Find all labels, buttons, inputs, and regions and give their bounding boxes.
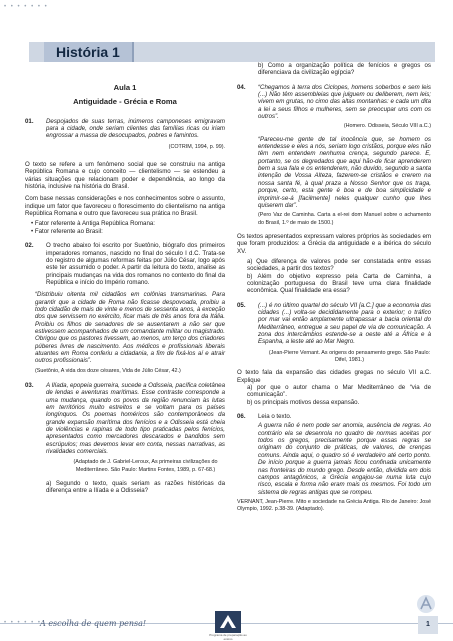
question-item-b: b) Além do objetivo expresso pela Carta de Caminha, a colonização portuguesa do Brasil teve uma clara finalidade econômica. Qual finalidade era essa? [247, 272, 431, 295]
quote-source: (Pero Vaz de Caminha. Carta a el-rei dom Manuel sobre o achamento do Brasil, 1.º de maio de 1500.) [258, 212, 431, 226]
bullet-list [25, 220, 225, 235]
question-number: 03. [25, 382, 34, 389]
question-item-a: a) por que o autor chama o Mar Mediterrâneo de “via de comunicação”. [247, 384, 431, 399]
question-number: 02. [25, 242, 34, 250]
question-quote: “Chegamos à terra dos Ciclopes, homens soberbos e sem leis (...) Não têm assembleias que julguem ou deliberem, nem leis; vivem em grutas, no cimo das altas montanhas: e cada um dita a lei a seus filhos e mulheres, sem se preocupar uns com os outros”. [258, 83, 431, 121]
question-item-b: b) os principais motivos dessa expansão. [247, 398, 360, 406]
quote-source: (COTRIM, 1994, p. 99). [168, 143, 225, 150]
question-06 [237, 413, 431, 496]
logo-icon [215, 611, 241, 633]
question-02 [25, 242, 225, 286]
question-quote: (...) é no último quartel do século VII [a.C.] que a economia das cidades (...) volta-se decididamente para o exterior; o tráfico por mar vai então amplamente ultrapassar a bacia oriental do Mediterrâneo, entregue a seu papel de via de comunicação. A zona dos intercâmbios estende-se a oeste até a África e à Espanha, a leste até ao Mar Negro. [258, 301, 431, 346]
question-01 [25, 118, 225, 151]
quote-source: VERNANT, Jean-Pierre. Mito e sociedade na Grécia Antiga. Rio de Janeiro: José Olympio, 1992. p.38-39. (Adaptado). [237, 498, 431, 513]
list-item: • Fator referente à Antiga República Romana: [31, 220, 225, 227]
decorative-dots-top-left: • • • • • • • [4, 4, 49, 10]
paragraph: O texto se refere a um fenômeno social que se construiu na antiga República Romana e cujo conceito — clientelismo — se estendeu a várias situações que relacionam poder e dependência, ao longo da história, inclusive na história do Brasil. [25, 161, 225, 191]
paragraph: Os textos apresentados expressam valores próprios às sociedades em que foram produzidos: a Grécia da antiguidade e a ibérica do século XV. [237, 232, 431, 255]
quote-source: (Homero. Odisseia, Século VIII a.C.) [343, 123, 431, 130]
question-03 [25, 382, 225, 495]
question-quote: “Pareceu-me gente de tal inocência que, se homem os entendesse e eles a nós, seriam logo cristãos, porque eles não têm nem entendem nenhuma crença, segundo parece. E, portanto, se os degredados que aqui hão-de ficar aprenderem bem a sua fala e os entenderem, não duvido, segundo a santa intenção de Vossa Alteza, fazerem-se cristãos e crerem na nossa santa fé, à qual praza a Nosso Senhor que os traga, porque, certo, esta gente é boa e de boa simplicidade e imprimir-se-á [facilmente] neles qualquer cunho que lhes quiserem dar”. [258, 135, 431, 209]
question-04 [237, 84, 431, 227]
paragraph: Leia o texto. [258, 413, 292, 421]
paragraph: Com base nessas considerações e nos conhecimentos sobre o assunto, indique um fator que favoreceu o florescimento do clientelismo na antiga República Romana e outro que favoreceu sua prática no Brasil. [25, 195, 225, 218]
question-item-a: a) Segundo o texto, quais seriam as razões históricas da diferença entre a Ilíada e a Odisseia? [46, 480, 225, 495]
question-number: 04. [237, 83, 246, 91]
question-quote: Despojados de suas terras, inúmeros camponeses emigravam para a cidade, onde seriam clientes das famílias ricas ou iriam engrossar a massa de desocupados, pobres e famintos. [46, 117, 225, 140]
question-item-a: a) Que diferença de valores pode ser constatada entre essas sociedades, a partir dos textos? [247, 257, 431, 273]
question-number: 01. [25, 117, 34, 125]
right-column [237, 62, 431, 514]
quote-source: (Jean-Pierre Vernant. As origens do pensamento grego. São Paulo: Difel, 1981.) [268, 349, 431, 364]
paragraph: O trecho abaixo foi escrito por Suetônio, biógrafo dos primeiros imperadores romanos, nascido no final do século I d.C. Trata-se do registro de algumas reformas feitas por Júlio César, logo após este ter assumido o poder. A partir da leitura do texto, analise as principais mudanças na vida dos romanos no contexto do final da República e início do Império romano. [46, 242, 225, 286]
question-05 [237, 302, 431, 365]
quote-source: (Adaptado de J. Gabriel-Leroux, As primeiras civilizações do Mediterrâneo. São Paulo: Martins Fontes, 1989, p. 67-68.) [73, 459, 218, 473]
lesson-topic: Antiguidade - Grécia e Roma [73, 97, 177, 107]
question-quote: “Distribuiu oitenta mil cidadãos em colônias transmarinas. Para garantir que a cidade de Roma não ficasse despovoada, proibiu a todo cidadão de mais de vinte e menos de sessenta anos, à exceção dos que servissem no exército, ficar mais de três anos fora da Itália. Proibiu os filhos de senadores de se ausentarem a não ser que estivessem acompanhados de um comandante militar ou magistrado. Obrigou que os pastores tivessem, ao menos, um terço dos criadores púberes livres de nascimento. Aos médicos e profissionais liberais atuantes em Roma conferiu a cidadania, a fim de fixá-los aí e atrair outros profissionais”. [35, 291, 225, 365]
question-number: 05. [237, 301, 246, 309]
question-quote: A guerra não é nem pode ser anomia, ausência de regras. Ao contrário ela se desenrola no quadro de normas aceitas por todos os gregos, precisamente porque essas regras se originam do conjunto de práticas, de valores, de crenças comuns. Ainda aqui, o quadro só é verdadeiro até certo ponto. De início porque a guerra jamais ficou confinada unicamente nas fronteiras do mundo grego. Desde então, dividida em dois campos antagônicos, a Grécia engajou-se numa luta cujo risco, escala e forma não eram mais os mesmos. Foi todo um sistema de regras antigas que se rompeu. [258, 422, 431, 496]
quote-source: (Suetônio, A vida dos doze césares, Vida de Júlio César, 42.) [35, 367, 181, 374]
left-column [25, 84, 225, 495]
lesson-label: Aula 1 [113, 83, 137, 92]
question-number: 06. [237, 413, 246, 421]
list-item: • Fator referente ao Brasil: [31, 228, 225, 235]
footer-slogan: A escolha de quem pensa! [40, 619, 147, 628]
question-quote: A Ilíada, epopeia guerreira, sucede a Odisseia, pacífica coletânea de lendas e aventuras marítimas. Esse contraste corresponde a uma mudança, quando os povos da região renunciam às lutas em territórios muito estreitos e se voltam para os países longínquos. Os poemas homéricos são contemporâneos da grande expansão marítima dos fenícios e a Odisseia está cheia de violências e rapinas de todo tipo praticadas pelos fenícios, apresentados como mercadores descarados e bandidos sem escrúpulos; mas devemos levar em conta, nessas narrativas, as rivalidades comerciais. [46, 382, 225, 456]
page-title: História 1 [44, 42, 134, 62]
page-number: 1 [418, 616, 438, 634]
question-item-b: b) Como a organização política de fenícios e gregos os diferenciava da civilização egípcia? [258, 62, 431, 77]
decorative-dots-footer-left: • • • • • • [4, 620, 42, 626]
paragraph: O texto fala da expansão das cidades gregas no século VII a.C. Explique [237, 369, 431, 384]
decorative-corner-icon [412, 594, 440, 614]
logo-caption: Programa de preparação ao ensino [209, 633, 247, 641]
